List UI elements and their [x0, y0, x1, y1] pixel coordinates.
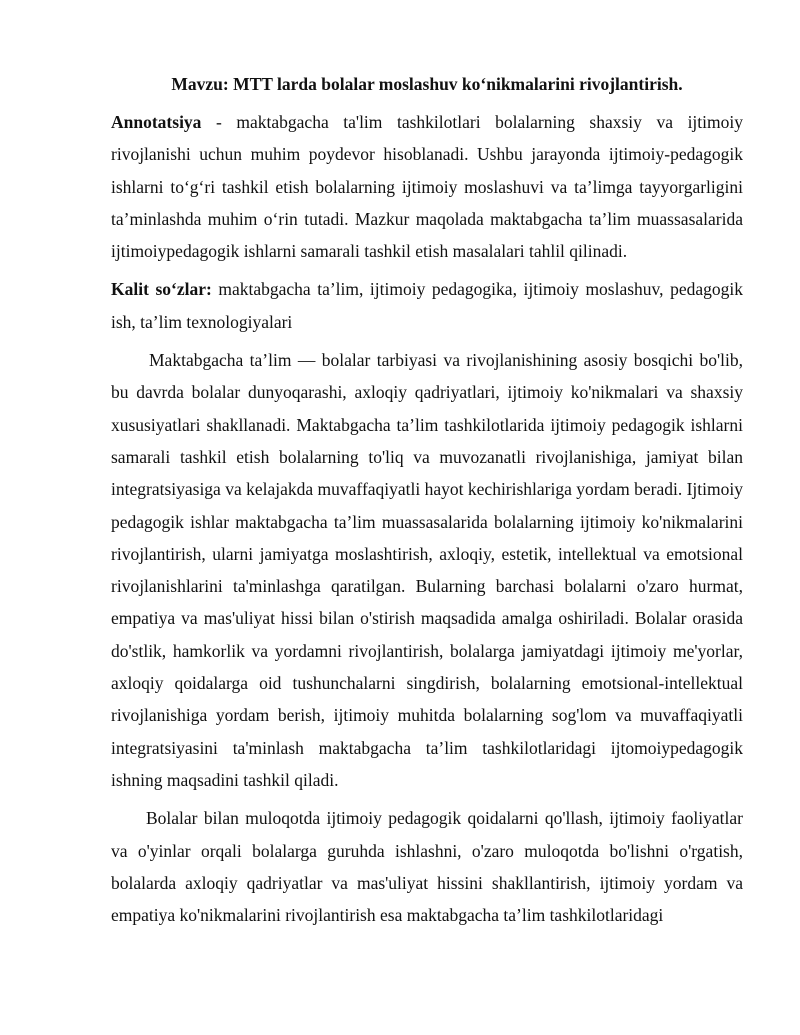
body-paragraph-2: Bolalar bilan muloqotda ijtimoiy pedagogik qoidalarni qo'llash, ijtimoiy faoliyatlar va o'yinlar orqali bolalarga guruhda ishlashni, o'zaro muloqotda bo'lishni o'rgatish, bolalarda axloqiy qadriyatlar va mas'uliyat hissini shakllantirish, ijtimoiy yordam va empatiya ko'nikmalarini rivojlantirish esa maktabgacha ta’lim tashkilotlaridagi	[111, 808, 743, 926]
keywords-paragraph	[111, 273, 743, 338]
keywords-label: Kalit so‘zlar:	[111, 279, 212, 300]
document-title: Mavzu: MTT larda bolalar moslashuv ko‘nikmalarini rivojlantirish.	[171, 74, 683, 94]
keywords-text: maktabgacha ta’lim, ijtimoiy pedagogika, ijtimoiy moslashuv, pedagogik ish, ta’lim texnologiyalari	[111, 279, 743, 332]
annotation-label: Annotatsiya	[111, 112, 202, 132]
annotation-text: - maktabgacha ta'lim tashkilotlari bolalarning shaxsiy va ijtimoiy rivojlanishi uchun muhim poydevor hisoblanadi. Ushbu jarayonda ijtimoiy-pedagogik ishlarni to‘g‘ri tashkil etish bolalarning ijtimoiy moslashuvi va ta’limga tayyorgarligini ta’minlashda muhim o‘rin tutadi. Mazkur maqolada maktabgacha ta’lim muassasalarida ijtimoiypedagogik ishlarni samarali tashkil etish masalalari tahlil qilinadi.	[111, 112, 743, 262]
document-page	[111, 68, 743, 931]
body-paragraph-1: Maktabgacha ta’lim — bolalar tarbiyasi va rivojlanishining asosiy bosqichi bo'lib, bu davrda bolalar dunyoqarashi, axloqiy qadriyatlari, ijtimoiy ko'nikmalari va shaxsiy xususiyatlari shakllanadi. Maktabgacha ta’lim tashkilotlarida ijtimoiy pedagogik ishlarni samarali tashkil etish bolalarning to'liq va muvozanatli rivojlanishiga, jamiyat bilan integratsiyasiga va kelajakda muvaffaqiyatli hayot kechirishlariga yordam beradi. Ijtimoiy pedagogik ishlar maktabgacha ta’lim muassasalarida bolalarning ijtimoiy ko'nikmalarini rivojlantirish, ularni jamiyatga moslashtirish, axloqiy, estetik, intellektual va emotsional rivojlanishlarini ta'minlashga qaratilgan. Bularning barchasi bolalarni o'zaro hurmat, empatiya va mas'uliyat hissi bilan o'stirish maqsadida amalga oshiriladi. Bolalar orasida do'stlik, hamkorlik va yordamni rivojlantirish, bolalarga jamiyatdagi ijtimoiy me'yorlar, axloqiy qoidalarga oid tushunchalarni singdirish, bolalarning emotsional-intellektual rivojlanishiga yordam berish, ijtimoiy muhitda bolalarning sog'lom va muvaffaqiyatli integratsiyasini ta'minlash maktabgacha ta’lim tashkilotlaridagi ijtomoiypedagogik ishning maqsadini tashkil qiladi.	[111, 350, 743, 790]
annotation-paragraph	[111, 106, 743, 267]
